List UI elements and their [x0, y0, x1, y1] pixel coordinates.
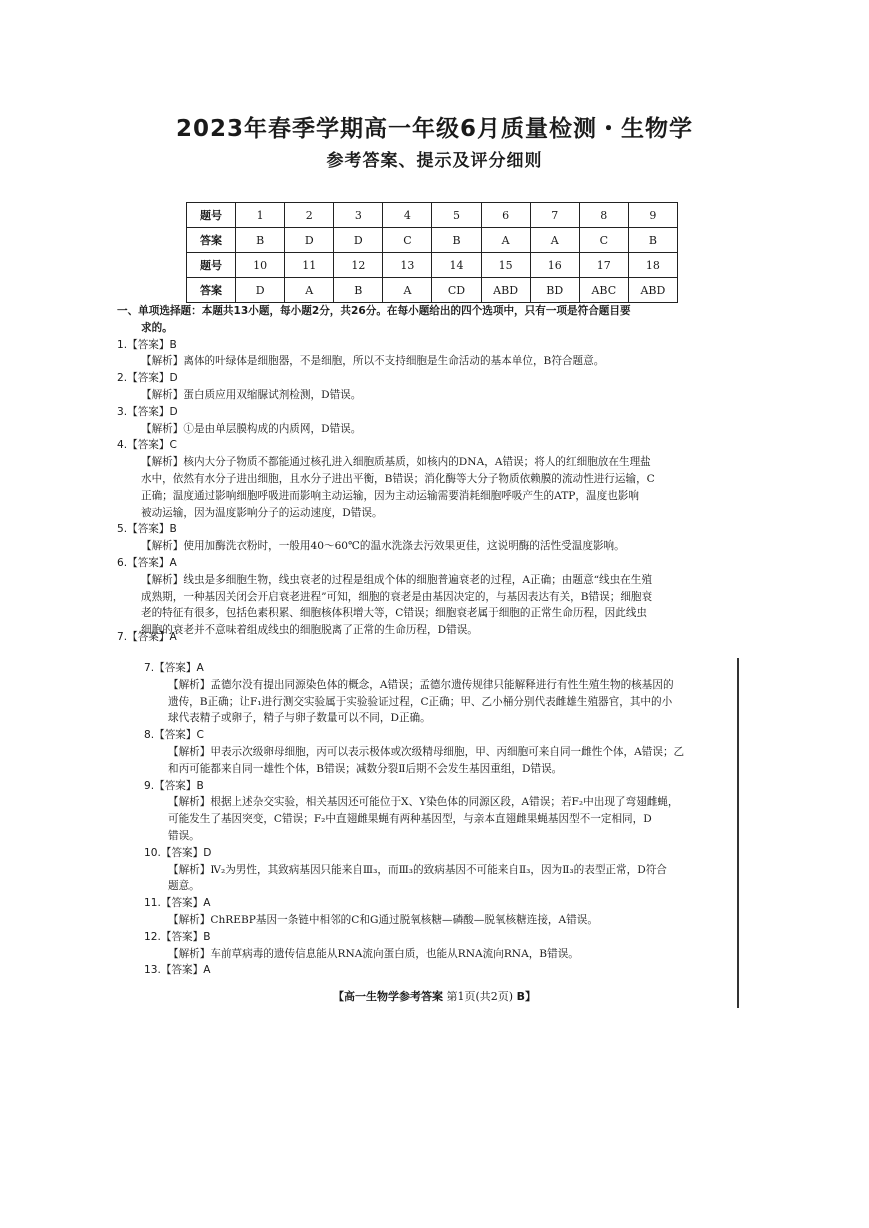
explanation-line: 【解析】核内大分子物质不都能通过核孔进入细胞质基质，如核内的DNA，A错误；将人的红细胞放在生理盐	[141, 456, 651, 469]
table-row	[187, 228, 678, 253]
answer-label: 13.【答案】A	[144, 964, 211, 977]
explanation-line: 【解析】使用加酶洗衣粉时，一般用40～60℃的温水洗涤去污效果更佳，这说明酶的活性受温度影响。	[141, 540, 625, 553]
table-cell: 18	[628, 253, 677, 278]
table-cell: 2	[285, 203, 334, 228]
answer-explanations-part1	[117, 303, 729, 647]
table-cell: D	[334, 228, 383, 253]
explanation-line: 水中，依然有水分子进出细胞，且水分子进出平衡，B错误；消化酶等大分子物质依赖膜的流动性进行运输，C	[141, 472, 655, 485]
explanation-line: 细胞的衰老并不意味着组成线虫的细胞脱离了正常的生命历程，D错误。	[141, 624, 478, 637]
answer-label: 9.【答案】B	[144, 779, 204, 792]
explanation-line: 成熟期，一种基因关闭会开启衰老进程”可知，细胞的衰老是由基因决定的，与基因表达有关，B错误；细胞衰	[141, 590, 653, 603]
table-cell: 15	[481, 253, 530, 278]
table-cell: 13	[383, 253, 432, 278]
table-row	[187, 253, 678, 278]
table-row	[187, 203, 678, 228]
section-heading-cont: 求的。	[141, 321, 173, 334]
table-cell: A	[383, 278, 432, 303]
explanation-line: 和丙可能都来自同一雄性个体，B错误；减数分裂Ⅱ后期不会发生基因重组，D错误。	[168, 762, 563, 775]
page-title: 2023年春季学期高一年级6月质量检测・生物学	[175, 116, 694, 142]
table-cell: ABD	[481, 278, 530, 303]
table-cell: 9	[628, 203, 677, 228]
table-cell: D	[236, 278, 285, 303]
answer-table	[186, 202, 678, 303]
answer-label: 3.【答案】D	[117, 405, 178, 418]
cut-off-text: 7.【答案】A	[117, 630, 177, 643]
table-cell: 1	[236, 203, 285, 228]
row-label: 答案	[187, 278, 236, 303]
explanation-line: 【解析】线虫是多细胞生物，线虫衰老的过程是组成个体的细胞普遍衰老的过程，A正确；由题意“线虫在生殖	[141, 573, 652, 586]
answer-label: 11.【答案】A	[144, 897, 211, 910]
table-cell: 3	[334, 203, 383, 228]
explanation-line: 【解析】根据上述杂交实验，相关基因还可能位于X、Y染色体的同源区段，A错误；若F₂中出现了弯翅雌蝇，	[168, 796, 679, 809]
answer-explanations-part2	[144, 660, 729, 979]
table-cell: ABC	[579, 278, 628, 303]
table-cell: A	[481, 228, 530, 253]
explanation-line: 遗传，B正确；让F₁进行测交实验属于实验验证过程，C正确；甲、乙小桶分别代表雌雄生殖器官，其中的小	[168, 695, 673, 708]
table-cell: 8	[579, 203, 628, 228]
answer-label: 6.【答案】A	[117, 556, 177, 569]
table-cell: 10	[236, 253, 285, 278]
table-cell: ABD	[628, 278, 677, 303]
answer-label: 12.【答案】B	[144, 930, 211, 943]
explanation-line: 【解析】蛋白质应用双缩脲试剂检测，D错误。	[141, 388, 362, 401]
table-cell: B	[334, 278, 383, 303]
table-row	[187, 278, 678, 303]
explanation-line: 球代表精子或卵子，精子与卵子数量可以不同，D正确。	[168, 712, 431, 725]
explanation-line: 【解析】①是由单层膜构成的内质网，D错误。	[141, 422, 362, 435]
footer-page: 第1页(共2页)	[446, 990, 514, 1003]
table-cell: BD	[530, 278, 579, 303]
table-cell: C	[579, 228, 628, 253]
footer-version: B】	[516, 990, 536, 1003]
explanation-line: 被动运输，因为温度影响分子的运动速度，D错误。	[141, 506, 383, 519]
answer-label: 10.【答案】D	[144, 846, 212, 859]
explanation-line: 【解析】车前草病毒的遗传信息能从RNA流向蛋白质，也能从RNA流向RNA，B错误。	[168, 947, 579, 960]
answer-label: 8.【答案】C	[144, 729, 204, 742]
answer-label: 2.【答案】D	[117, 372, 178, 385]
table-cell: 4	[383, 203, 432, 228]
table-cell: B	[628, 228, 677, 253]
table-cell: B	[236, 228, 285, 253]
explanation-line: 【解析】甲表示次级卵母细胞，丙可以表示极体或次级精母细胞，甲、丙细胞可来自同一雌性个体，A错误；乙	[168, 745, 685, 758]
answer-label: 5.【答案】B	[117, 523, 177, 536]
explanation-line: 【解析】ChREBP基因一条链中相邻的C和G通过脱氧核糖—磷酸—脱氧核糖连接，A错误。	[168, 913, 598, 926]
table-cell: 17	[579, 253, 628, 278]
explanation-line: 正确；温度通过影响细胞呼吸进而影响主动运输，因为主动运输需要消耗细胞呼吸产生的ATP，温度也影响	[141, 489, 639, 502]
answer-label: 1.【答案】B	[117, 338, 177, 351]
table-cell: 16	[530, 253, 579, 278]
answer-label: 4.【答案】C	[117, 439, 177, 452]
table-cell: D	[285, 228, 334, 253]
table-cell: A	[530, 228, 579, 253]
explanation-line: 【解析】离体的叶绿体是细胞器，不是细胞，所以不支持细胞是生命活动的基本单位，B符合题意。	[141, 355, 605, 368]
table-cell: 11	[285, 253, 334, 278]
row-label: 题号	[187, 203, 236, 228]
footer-label: 【高一生物学参考答案	[333, 990, 443, 1003]
table-cell: 12	[334, 253, 383, 278]
explanation-line: 可能发生了基因突变，C错误；F₂中直翅雌果蝇有两种基因型，与亲本直翅雌果蝇基因型不一定相同，D	[168, 813, 652, 826]
row-label: 题号	[187, 253, 236, 278]
explanation-line: 题意。	[168, 880, 200, 893]
column-divider	[737, 658, 739, 1008]
row-label: 答案	[187, 228, 236, 253]
table-cell: 7	[530, 203, 579, 228]
table-cell: B	[432, 228, 481, 253]
section-heading: 一、单项选择题：本题共13小题，每小题2分，共26分。在每小题给出的四个选项中，只有一项是符合题目要	[117, 305, 631, 317]
explanation-line: 【解析】Ⅳ₂为男性，其致病基因只能来自Ⅲ₃，而Ⅲ₃的致病基因不可能来自Ⅱ₃，因为Ⅱ₃的表型正常，D符合	[168, 863, 667, 876]
explanation-line: 【解析】孟德尔没有提出同源染色体的概念，A错误；孟德尔遗传规律只能解释进行有性生殖生物的核基因的	[168, 678, 674, 691]
table-cell: 5	[432, 203, 481, 228]
table-cell: 6	[481, 203, 530, 228]
explanation-line: 错误。	[168, 829, 200, 842]
answer-label: 7.【答案】A	[144, 662, 204, 674]
table-cell: 14	[432, 253, 481, 278]
table-cell: A	[285, 278, 334, 303]
explanation-line: 老的特征有很多，包括色素积累、细胞核体积增大等，C错误；细胞衰老属于细胞的正常生命历程，因此线虫	[141, 607, 648, 620]
page-subtitle: 参考答案、提示及评分细则	[326, 151, 543, 171]
table-cell: C	[383, 228, 432, 253]
table-cell: CD	[432, 278, 481, 303]
page-footer	[0, 988, 869, 1004]
